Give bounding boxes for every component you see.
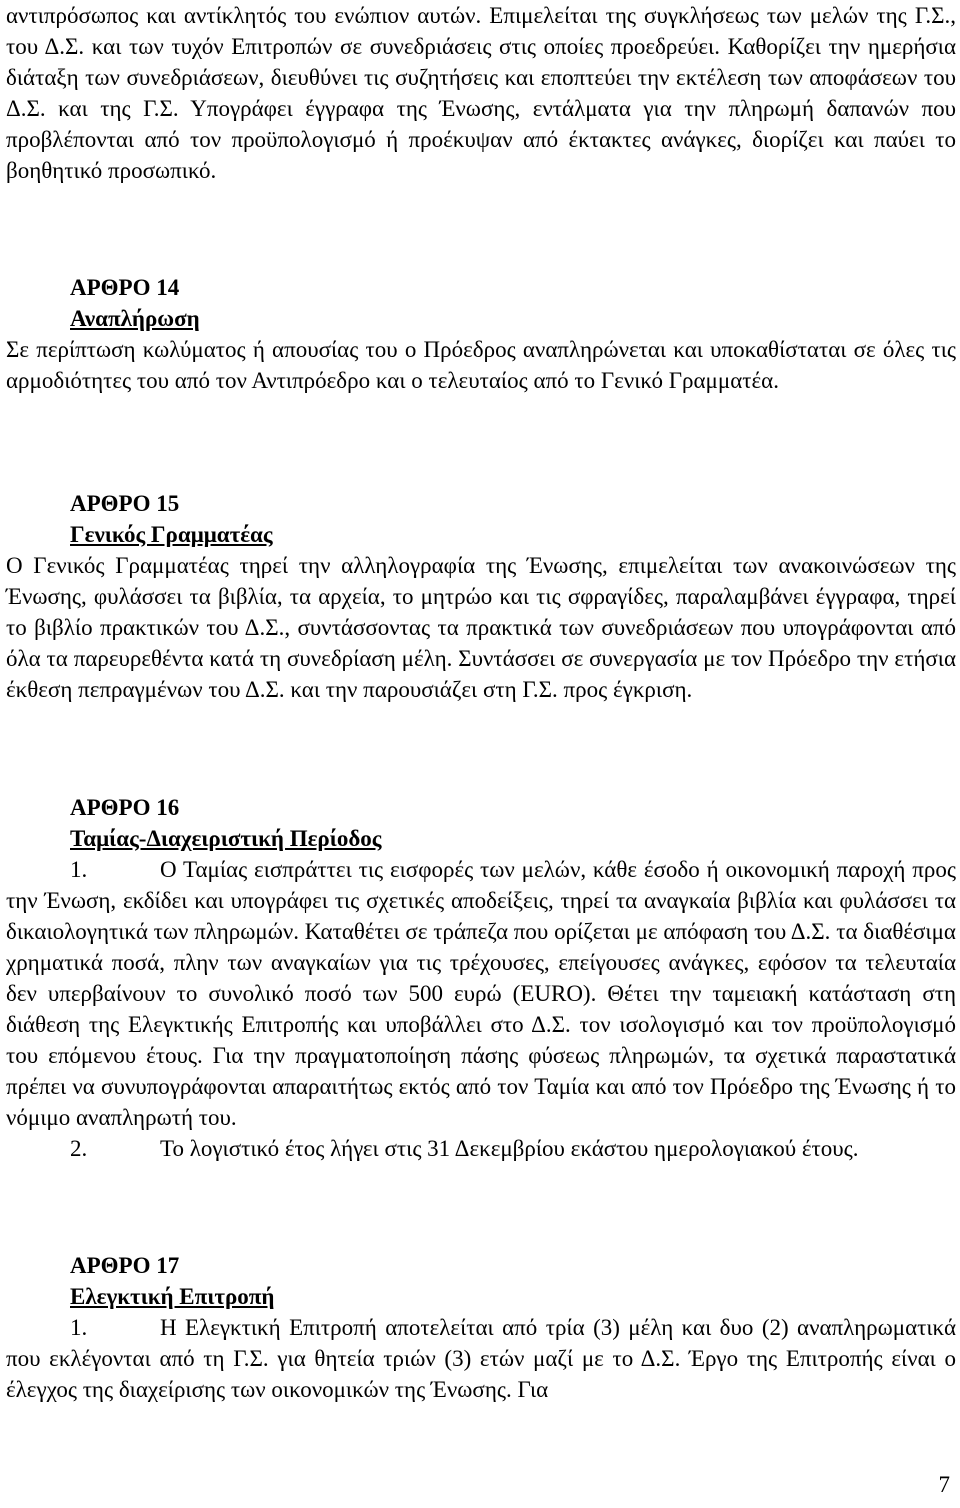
article-16: [6, 792, 956, 1164]
article-title: Ταμίας-Διαχειριστική Περίοδος: [70, 826, 382, 851]
item-number: 1.: [70, 857, 88, 882]
numbered-item: [6, 1312, 956, 1405]
article-title: Αναπλήρωση: [70, 306, 200, 331]
item-number: 2.: [70, 1136, 88, 1161]
article-heading: [6, 488, 956, 550]
numbered-item: [6, 854, 956, 1133]
article-number: ΑΡΘΡΟ 16: [70, 795, 180, 820]
article-heading: [6, 1250, 956, 1312]
item-number: 1.: [70, 1315, 88, 1340]
article-number: ΑΡΘΡΟ 15: [70, 491, 180, 516]
article-17: [6, 1250, 956, 1405]
article-15: [6, 488, 956, 705]
page-number: 7: [938, 1472, 950, 1497]
article-number: ΑΡΘΡΟ 17: [70, 1253, 180, 1278]
article-paragraph: Ο Γενικός Γραμματέας τηρεί την αλληλογραφία της Ένωσης, επιμελείται των ανακοινώσεων της Ένωσης, φυλάσσει τα βιβλία, τα αρχεία, το μητρώο και τις σφραγίδες, παραλαμβάνει έγγραφα, τηρεί το βιβλίο πρακτικών του Δ.Σ., συντάσσοντας τα πρακτικά των συνεδριάσεων που υπογράφονται από όλα τα παρευρεθέντα κατά τη συνεδρίαση μέλη. Συντάσσει σε συνεργασία με τον Πρόεδρο την ετήσια έκθεση πεπραγμένων του Δ.Σ. και την παρουσιάζει στη Γ.Σ. προς έγκριση.: [6, 553, 956, 702]
item-text: Η Ελεγκτική Επιτροπή αποτελείται από τρία (3) μέλη και δυο (2) αναπληρωματικά που εκλέγονται από τη Γ.Σ. για θητεία τριών (3) ετών μαζί με το Δ.Σ. Έργο της Επιτροπής είναι ο έλεγχος της διαχείρισης των οικονομικών της Ένωσης. Για: [6, 1315, 956, 1402]
item-text: Το λογιστικό έτος λήγει στις 31 Δεκεμβρίου εκάστου ημερολογιακού έτους.: [160, 1136, 859, 1161]
intro-paragraph: αντιπρόσωπος και αντίκλητός του ενώπιον αυτών. Επιμελείται της συγκλήσεως των μελών της Γ.Σ., του Δ.Σ. και των τυχόν Επιτροπών σε συνεδριάσεις στις οποίες προεδρεύει. Καθορίζει την ημερήσια διάταξη των συνεδριάσεων, διευθύνει τις συζητήσεις και εποπτεύει την εκτέλεση των αποφάσεων του Δ.Σ. και της Γ.Σ. Υπογράφει έγγραφα της Ένωσης, εντάλματα για την πληρωμή δαπανών που προβλέπονται από τον προϋπολογισμό ή προέκυψαν από έκτακτες ανάγκες, διορίζει και παύει το βοηθητικό προσωπικό.: [6, 3, 956, 183]
article-title: Γενικός Γραμματέας: [70, 522, 273, 547]
article-title: Ελεγκτική Επιτροπή: [70, 1284, 275, 1309]
article-14: [6, 272, 956, 396]
item-text: Ο Ταμίας εισπράττει τις εισφορές των μελών, κάθε έσοδο ή οικονομική παροχή προς την Ένωση, εκδίδει και υπογράφει τις σχετικές αποδείξεις, τηρεί τα αναγκαία βιβλία και φυλάσσει τα δικαιολογητικά των πληρωμών. Καταθέτει σε τράπεζα που ορίζεται με απόφαση του Δ.Σ. τα διαθέσιμα χρηματικά ποσά, πλην των αναγκαίων για τις τρέχουσες, επείγουσες ανάγκες, εφόσον τα τελευταία δεν υπερβαίνουν το συνολικό ποσό των 500 ευρώ (EURO). Θέτει την ταμειακή κατάσταση στη διάθεση της Ελεγκτικής Επιτροπής και υποβάλλει στο Δ.Σ. τον ισολογισμό και τον προϋπολογισμό του επόμενου έτους. Για την πραγματοποίηση πάσης φύσεως πληρωμών, τα σχετικά παραστατικά πρέπει να συνυπογράφονται απαραιτήτως εκτός από τον Ταμία και από τον Πρόεδρο της Ένωσης ή το νόμιμο αναπληρωτή του.: [6, 857, 956, 1130]
article-number: ΑΡΘΡΟ 14: [70, 275, 180, 300]
article-heading: [6, 792, 956, 854]
numbered-item: [6, 1133, 956, 1164]
article-paragraph: Σε περίπτωση κωλύματος ή απουσίας του ο Πρόεδρος αναπληρώνεται και υποκαθίσταται σε όλες τις αρμοδιότητες του από τον Αντιπρόεδρο και ο τελευταίος από το Γενικό Γραμματέα.: [6, 337, 956, 393]
intro-section: [6, 0, 956, 186]
article-heading: [6, 272, 956, 334]
